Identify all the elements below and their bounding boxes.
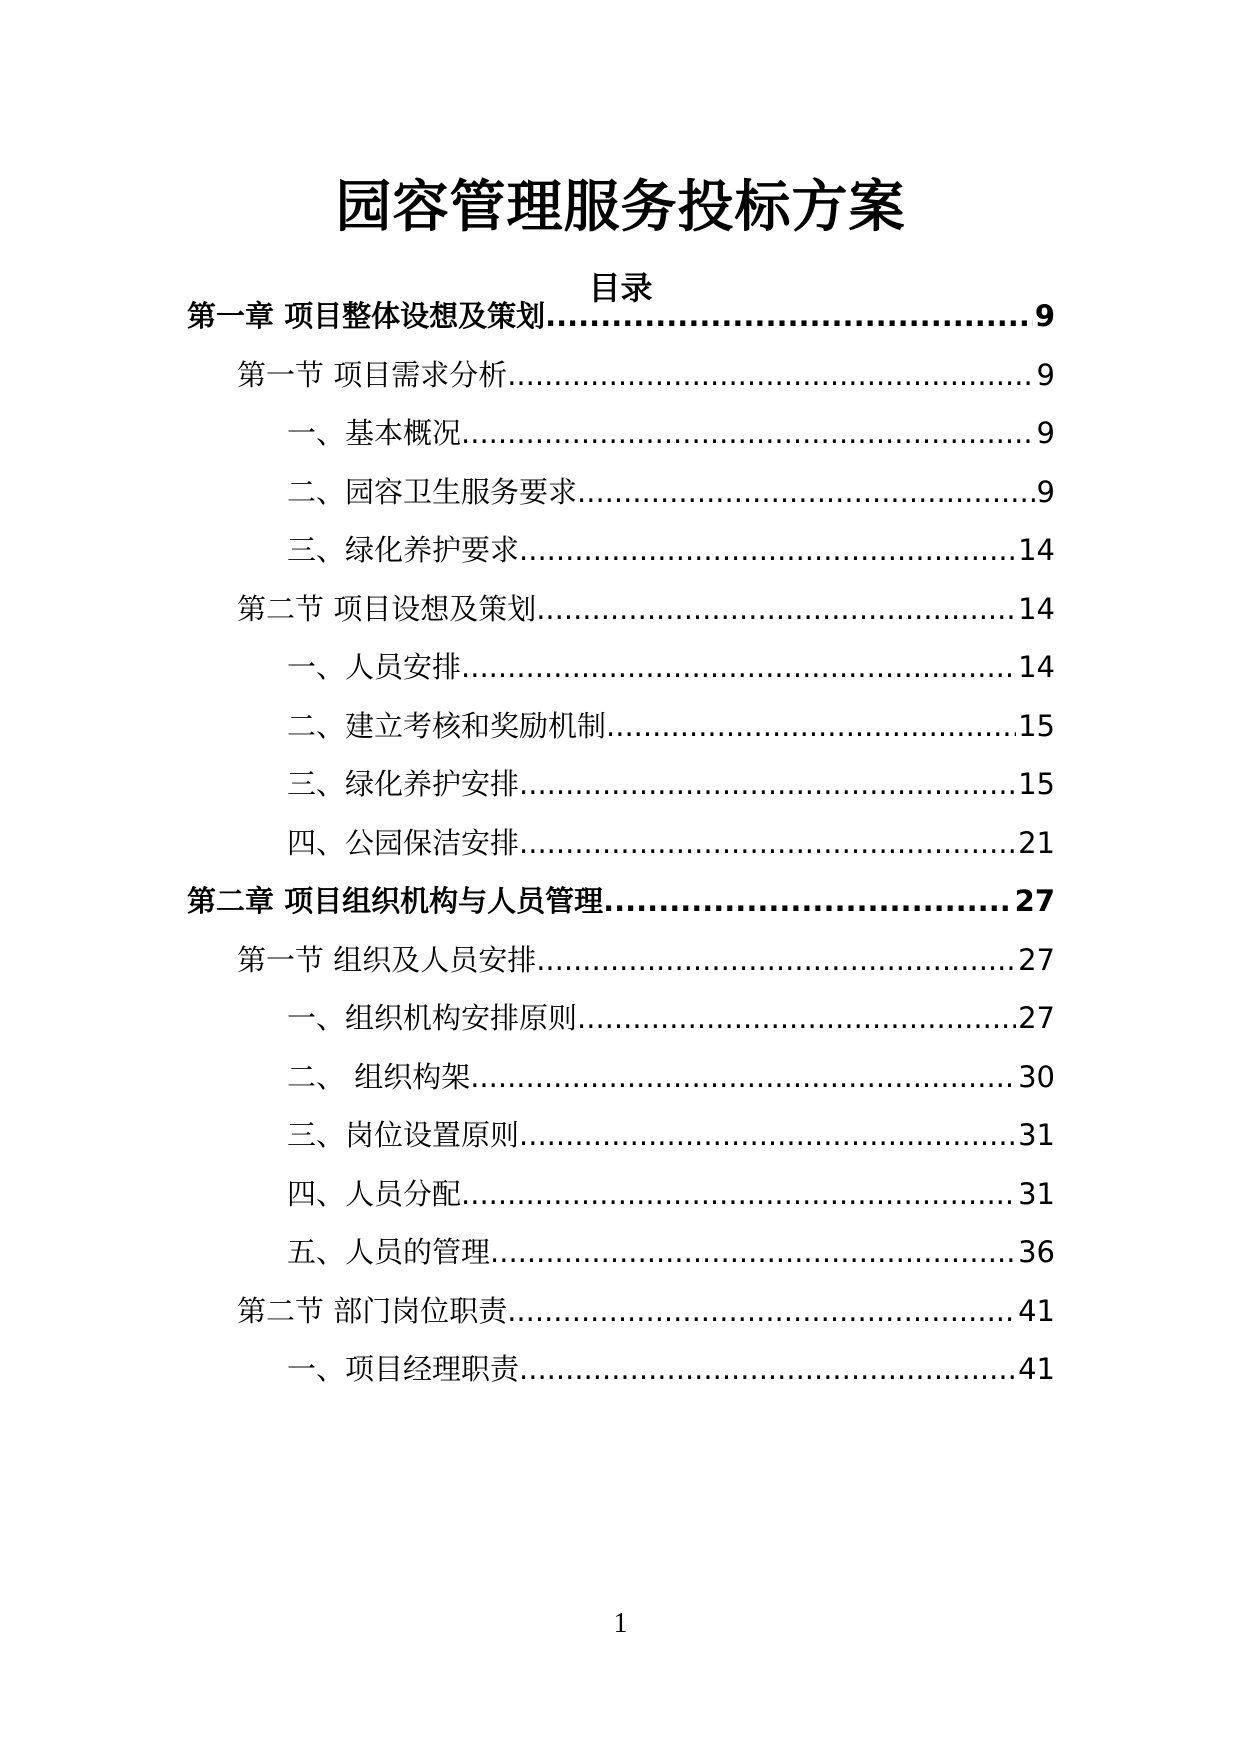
toc-entry-page: 14: [1018, 592, 1055, 626]
toc-entry-page: 9: [1034, 299, 1055, 333]
page-number: 1: [613, 1608, 628, 1639]
toc-entry[interactable]: [287, 704, 1055, 748]
toc-leader: [603, 879, 1013, 923]
toc-entry-page: 36: [1018, 1235, 1055, 1269]
toc-entry-label: 三、岗位设置原则: [287, 1118, 520, 1152]
toc-entry[interactable]: [287, 1172, 1055, 1216]
toc-entry[interactable]: [287, 996, 1055, 1040]
toc-entry-label: 二、园容卫生服务要求: [287, 475, 578, 509]
toc-leader: [519, 1113, 1016, 1157]
toc-entry[interactable]: [287, 762, 1055, 806]
toc-entry-label: 四、公园保洁安排: [287, 826, 520, 860]
toc-entry-page: 30: [1018, 1060, 1055, 1094]
toc-entry-page: 14: [1018, 650, 1055, 684]
toc-entry-page: 9: [1036, 358, 1055, 392]
toc-heading: 目录: [588, 269, 653, 307]
toc-entry-label: 第二节 部门岗位职责: [237, 1294, 508, 1328]
toc-leader: [461, 411, 1035, 455]
toc-entry-page: 15: [1018, 709, 1055, 743]
toc-entry[interactable]: [187, 879, 1055, 923]
toc-entry[interactable]: [237, 587, 1055, 631]
toc-entry[interactable]: [287, 1347, 1055, 1391]
toc-entry-page: 41: [1018, 1352, 1055, 1386]
toc-leader: [536, 587, 1016, 631]
toc-entry-label: 一、人员安排: [287, 650, 462, 684]
toc-entry-label: 第一章 项目整体设想及策划: [187, 299, 546, 333]
toc-leader: [461, 1172, 1016, 1216]
toc-entry-label: 二、建立考核和奖励机制: [287, 709, 607, 743]
toc-leader: [470, 1055, 1016, 1099]
toc-leader: [490, 1230, 1016, 1274]
toc-entry-label: 第一节 项目需求分析: [237, 358, 508, 392]
toc-leader: [507, 353, 1034, 397]
toc-entry-page: 14: [1018, 533, 1055, 567]
toc-entry[interactable]: [287, 1055, 1055, 1099]
toc-entry[interactable]: [187, 294, 1055, 338]
toc-entry[interactable]: [287, 1230, 1055, 1274]
toc-leader: [606, 704, 1016, 748]
toc-leader: [519, 528, 1016, 572]
toc-entry[interactable]: [237, 1289, 1055, 1333]
toc-entry-page: 41: [1018, 1294, 1055, 1328]
toc-entry-label: 二、 组织构架: [287, 1060, 471, 1094]
document-title: 园容管理服务投标方案: [335, 175, 906, 240]
toc-leader: [545, 294, 1033, 338]
toc-entry-label: 三、绿化养护安排: [287, 767, 520, 801]
toc-entry-page: 9: [1036, 416, 1055, 450]
toc-entry[interactable]: [287, 528, 1055, 572]
toc-leader: [519, 1347, 1016, 1391]
toc-entry-label: 一、基本概况: [287, 416, 462, 450]
toc-entry[interactable]: [287, 411, 1055, 455]
toc-leader: [461, 645, 1016, 689]
toc-leader: [536, 938, 1016, 982]
toc-entry-page: 21: [1018, 826, 1055, 860]
toc-entry[interactable]: [287, 645, 1055, 689]
toc-entry[interactable]: [287, 470, 1055, 514]
toc-leader: [577, 996, 1016, 1040]
toc-entry[interactable]: [237, 353, 1055, 397]
toc-entry-label: 四、人员分配: [287, 1177, 462, 1211]
toc-leader: [519, 762, 1016, 806]
toc-entry-label: 三、绿化养护要求: [287, 533, 520, 567]
toc-entry-page: 15: [1018, 767, 1055, 801]
toc-entry-label: 第二节 项目设想及策划: [237, 592, 537, 626]
toc-entry[interactable]: [287, 821, 1055, 865]
toc-leader: [577, 470, 1035, 514]
toc-entry-label: 一、组织机构安排原则: [287, 1001, 578, 1035]
toc-entry-page: 31: [1018, 1118, 1055, 1152]
toc-leader: [507, 1289, 1016, 1333]
toc-entry-page: 9: [1036, 475, 1055, 509]
toc-leader: [519, 821, 1016, 865]
toc-entry-page: 27: [1018, 1001, 1055, 1035]
toc-entry-label: 第二章 项目组织机构与人员管理: [187, 884, 604, 918]
toc-entry-label: 第一节 组织及人员安排: [237, 943, 537, 977]
toc-entry[interactable]: [287, 1113, 1055, 1157]
toc-entry-page: 27: [1018, 943, 1055, 977]
toc-entry-page: 27: [1014, 884, 1055, 918]
toc-entry-label: 五、人员的管理: [287, 1235, 491, 1269]
toc-entry[interactable]: [237, 938, 1055, 982]
toc-entry-label: 一、项目经理职责: [287, 1352, 520, 1386]
toc-entry-page: 31: [1018, 1177, 1055, 1211]
